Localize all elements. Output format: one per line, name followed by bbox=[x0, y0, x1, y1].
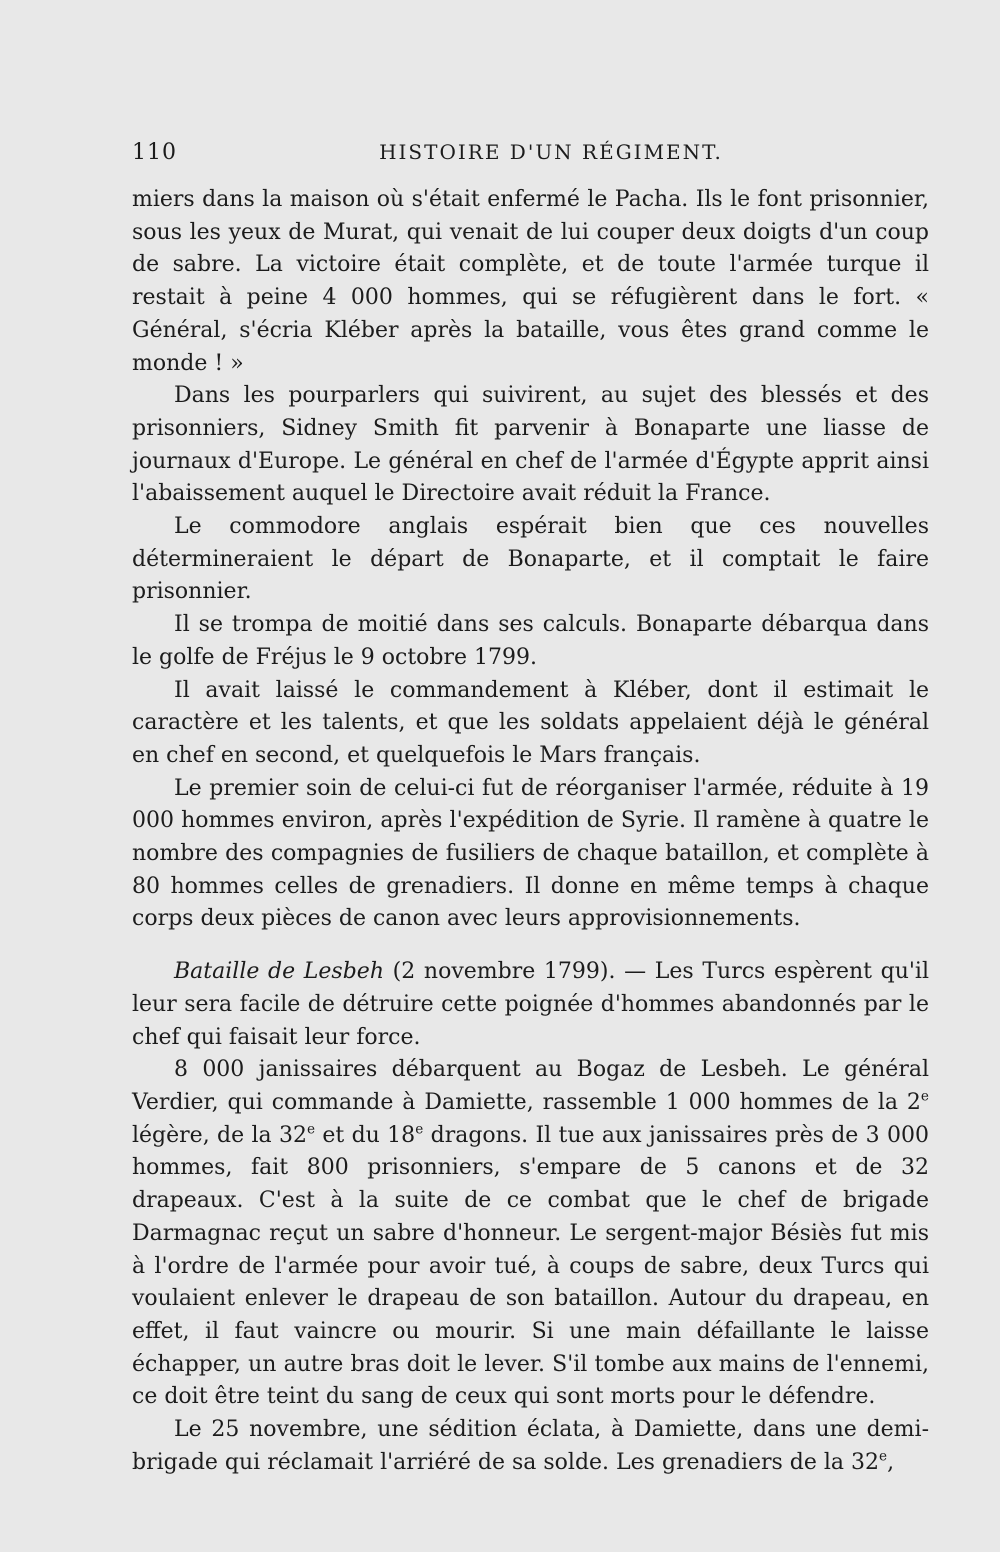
paragraph-4: Il se trompa de moitié dans ses calculs. Bonaparte débarqua dans le golfe de Fréjus le 9 octobre 1799. bbox=[132, 612, 929, 670]
paragraph-7 bbox=[132, 956, 929, 1054]
paragraph-6: Le premier soin de celui-ci fut de réorganiser l'armée, réduite à 19 000 hommes environ, après l'expédition de Syrie. Il ramène à quatre le nombre des compagnies de fusiliers de chaque bataillon, et complète à 80 hommes celles de grenadiers. Il donne en même temps à chaque corps deux pièces de canon avec leurs approvisionnements. bbox=[132, 775, 929, 932]
page-header bbox=[132, 140, 930, 180]
p8-sup-1: e bbox=[920, 1088, 929, 1105]
p9-sup-1: e bbox=[879, 1448, 888, 1465]
paragraph-3: Le commodore anglais espérait bien que ces nouvelles détermineraient le départ de Bonaparte, et il comptait le faire prisonnier. bbox=[132, 514, 929, 605]
body-text bbox=[132, 184, 929, 1479]
page-number: 110 bbox=[132, 140, 177, 165]
p8-sup-3: e bbox=[306, 1121, 316, 1138]
paragraph-8 bbox=[132, 1054, 929, 1414]
p8-seg-4: et du 18 bbox=[315, 1122, 416, 1148]
p8-seg-0: 8 000 janissaires débarquent au Bogaz de Lesbeh. Le général Verdier, qui commande à Damiette, rassemble 1 000 hommes de la 2 bbox=[132, 1057, 929, 1115]
running-title: HISTOIRE D'UN RÉGIMENT. bbox=[379, 140, 723, 164]
section-heading: Bataille de Lesbeh bbox=[174, 959, 384, 985]
p8-seg-2: légère, de la 32 bbox=[132, 1122, 307, 1148]
paragraph-2: Dans les pourparlers qui suivirent, au sujet des blessés et des prisonniers, Sidney Smith fit parvenir à Bonaparte une liasse de journaux d'Europe. Le général en chef de l'armée d'Égypte apprit ainsi l'abaissement auquel le Directoire avait réduit la France. bbox=[132, 383, 929, 507]
paragraph-7-text: (2 novembre 1799). — Les Turcs espèrent qu'il leur sera facile de détruire cette poignée d'hommes abandonnés par le chef qui faisait leur force. bbox=[132, 959, 930, 1050]
p9-seg-2: , bbox=[887, 1449, 895, 1475]
p8-sup-5: e bbox=[415, 1121, 424, 1138]
p8-seg-6: dragons. Il tue aux janissaires près de 3 000 hommes, fait 800 prisonniers, s'empare de 5 canons et de 32 drapeaux. C'est à la suite de ce combat que le chef de brigade Darmagnac reçut un sabre d'honneur. Le sergent-major Bésiès fut mis à l'ordre de l'armée pour avoir tué, à coups de sabre, deux Turcs qui voulaient enlever le drapeau de son bataillon. Autour du drapeau, en effet, il faut vaincre ou mourir. Si une main défaillante le laisse échapper, un autre bras doit le lever. S'il tombe aux mains de l'ennemi, ce doit être teint du sang de ceux qui sont morts pour le défendre. bbox=[132, 1122, 929, 1410]
p9-seg-0: Le 25 novembre, une sédition éclata, à Damiette, dans une demi-brigade qui réclamait l'arriéré de sa solde. Les grenadiers de la 32 bbox=[132, 1417, 929, 1475]
paragraph-5: Il avait laissé le commandement à Kléber, dont il estimait le caractère et les talents, et que les soldats appelaient déjà le général en chef en second, et quelquefois le Mars français. bbox=[132, 677, 929, 768]
paragraph-1: miers dans la maison où s'était enfermé le Pacha. Ils le font prisonnier, sous les yeux de Murat, qui venait de lui couper deux doigts d'un coup de sabre. La victoire était complète, et de toute l'armée turque il restait à peine 4 000 hommes, qui se réfugièrent dans le fort. « Général, s'écria Kléber après la bataille, vous êtes grand comme le monde ! » bbox=[132, 187, 929, 376]
paragraph-9 bbox=[132, 1414, 929, 1479]
